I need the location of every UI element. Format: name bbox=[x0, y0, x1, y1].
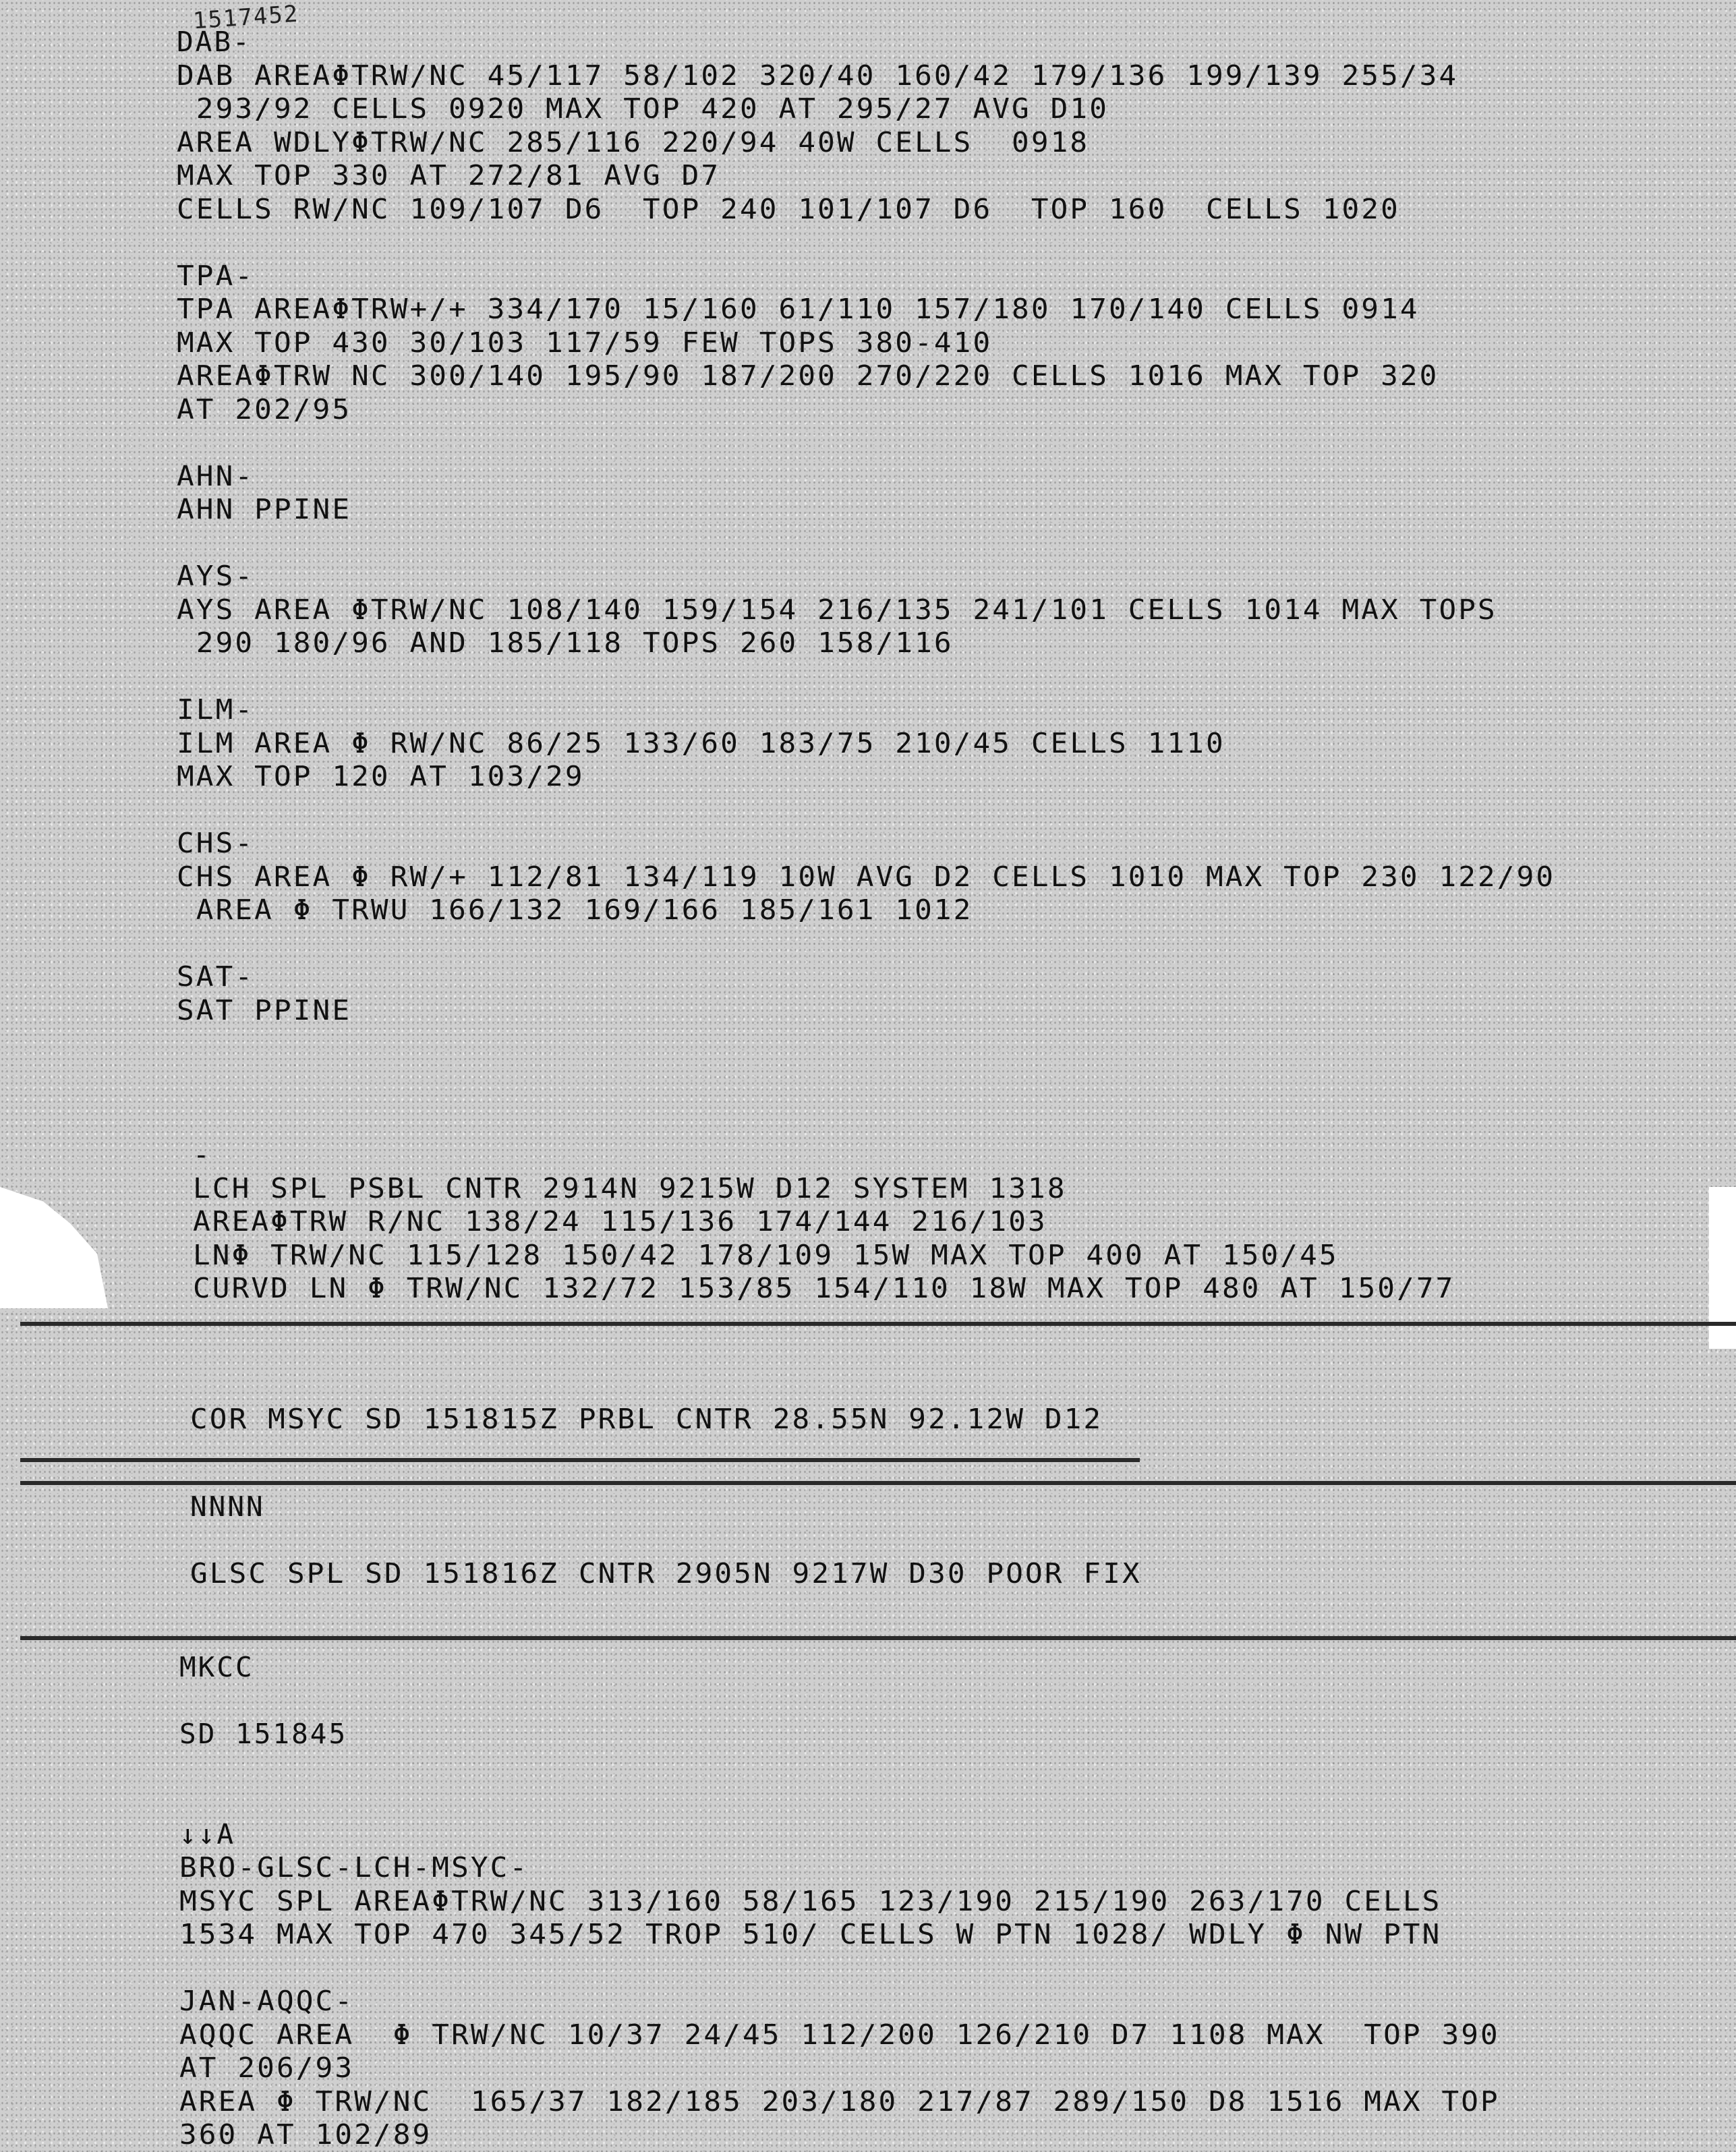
text-line bbox=[179, 1952, 1449, 1985]
text-line: MAX TOP 330 AT 272/81 AVG D7 bbox=[177, 159, 721, 192]
strip-edge bbox=[20, 1636, 1736, 1640]
text-line bbox=[177, 794, 1503, 827]
text-line: SAT- bbox=[177, 960, 255, 993]
text-line: AREA Φ TRWU 166/132 169/166 185/161 1012 bbox=[177, 894, 973, 926]
text-line bbox=[177, 527, 1503, 560]
text-line: AQQC AREA Φ TRW/NC 10/37 24/45 112/200 126/210 D7 1108 MAX TOP 390 bbox=[179, 2018, 1500, 2051]
text-line: CELLS RW/NC 109/107 D6 TOP 240 101/107 D6 TOP 160 CELLS 1020 bbox=[177, 192, 1400, 225]
text-line: SAT PPINE bbox=[177, 993, 352, 1026]
report-section bbox=[179, 1651, 1500, 2152]
text-line: CHS AREA Φ RW/+ 112/81 134/119 10W AVG D2 CELLS 1010 MAX TOP 230 122/90 bbox=[177, 860, 1556, 893]
text-line: TPA AREAΦTRW+/+ 334/170 15/160 61/110 157/180 170/140 CELLS 0914 bbox=[177, 293, 1420, 325]
text-line: AREA Φ TRW/NC 165/37 182/185 203/180 217/87 289/150 D8 1516 MAX TOP bbox=[179, 2085, 1500, 2118]
text-line: MSYC SPL AREAΦTRW/NC 313/160 58/165 123/190 215/190 263/170 CELLS bbox=[179, 1884, 1442, 1917]
text-line: AT 206/93 bbox=[179, 2052, 355, 2084]
strip-edge bbox=[20, 1458, 1140, 1462]
text-line: AYS- bbox=[177, 560, 255, 592]
text-line bbox=[177, 226, 1503, 260]
text-line: AHN PPINE bbox=[177, 493, 352, 525]
text-line: SD 151845 bbox=[179, 1718, 348, 1750]
text-line bbox=[177, 927, 1503, 961]
strip-edge bbox=[20, 1322, 1736, 1326]
text-line: COR MSYC SD 151815Z PRBL CNTR 28.55N 92.12W D12 bbox=[190, 1403, 1103, 1435]
text-line: NNNN bbox=[190, 1490, 265, 1523]
text-line: BRO-GLSC-LCH-MSYC- bbox=[179, 1851, 529, 1884]
text-line: AREAΦTRW R/NC 138/24 115/136 174/144 216/103 bbox=[193, 1205, 1047, 1238]
text-line: 293/92 CELLS 0920 MAX TOP 420 AT 295/27 AVG D10 bbox=[177, 92, 1109, 125]
text-line: AHN- bbox=[177, 459, 255, 492]
text-line: LNΦ TRW/NC 115/128 150/42 178/109 15W MAX TOP 400 AT 150/45 bbox=[193, 1238, 1339, 1271]
text-line: MAX TOP 120 AT 103/29 bbox=[177, 760, 585, 792]
report-section bbox=[177, 26, 1556, 1027]
text-line: AT 202/95 bbox=[177, 392, 352, 426]
text-line: - bbox=[193, 1138, 212, 1171]
text-line bbox=[177, 426, 1503, 460]
text-line bbox=[179, 1784, 1449, 1818]
text-line: MAX TOP 430 30/103 117/59 FEW TOPS 380-410 bbox=[177, 326, 993, 359]
text-line: AYS AREA ΦTRW/NC 108/140 159/154 216/135 241/101 CELLS 1014 MAX TOPS bbox=[177, 593, 1497, 626]
text-line bbox=[179, 1751, 1449, 1785]
text-line: GLSC SPL SD 151816Z CNTR 2905N 9217W D30 POOR FIX bbox=[190, 1557, 1142, 1590]
text-line: ILM- bbox=[177, 693, 255, 726]
torn-edge bbox=[0, 1187, 108, 1308]
report-section bbox=[190, 1490, 1142, 1591]
text-line: AREA WDLYΦTRW/NC 285/116 220/94 40W CELLS 0918 bbox=[177, 125, 1090, 158]
text-line: 360 AT 102/89 bbox=[179, 2118, 432, 2151]
text-line: LCH SPL PSBL CNTR 2914N 9215W D12 SYSTEM 1318 bbox=[193, 1171, 1067, 1204]
text-line: JAN-AQQC- bbox=[179, 1985, 355, 2017]
handwritten-number: 1517452 bbox=[192, 0, 300, 35]
report-section bbox=[193, 1138, 1455, 1306]
text-line: AREAΦTRW NC 300/140 195/90 187/200 270/220 CELLS 1016 MAX TOP 320 bbox=[177, 359, 1439, 392]
text-line bbox=[179, 1685, 1449, 1718]
strip-edge bbox=[20, 1481, 1736, 1485]
text-line: CURVD LN Φ TRW/NC 132/72 153/85 154/110 18W MAX TOP 480 AT 150/77 bbox=[193, 1272, 1455, 1304]
text-line: ILM AREA Φ RW/NC 86/25 133/60 183/75 210/45 CELLS 1110 bbox=[177, 726, 1225, 759]
text-line: ↓↓A bbox=[179, 1817, 236, 1851]
text-line: CHS- bbox=[177, 827, 255, 859]
text-line: 1534 MAX TOP 470 345/52 TROP 510/ CELLS W PTN 1028/ WDLY Φ NW PTN bbox=[179, 1918, 1442, 1950]
report-section bbox=[190, 1403, 1103, 1436]
text-line bbox=[177, 660, 1503, 694]
text-line bbox=[190, 1524, 1105, 1558]
text-line: 290 180/96 AND 185/118 TOPS 260 158/116 bbox=[177, 627, 954, 659]
text-line: TPA- bbox=[177, 259, 255, 292]
text-line: DAB AREAΦTRW/NC 45/117 58/102 320/40 160/42 179/136 199/139 255/34 bbox=[177, 59, 1459, 92]
text-line: MKCC bbox=[179, 1651, 254, 1683]
text-line: DAB- bbox=[177, 26, 252, 58]
